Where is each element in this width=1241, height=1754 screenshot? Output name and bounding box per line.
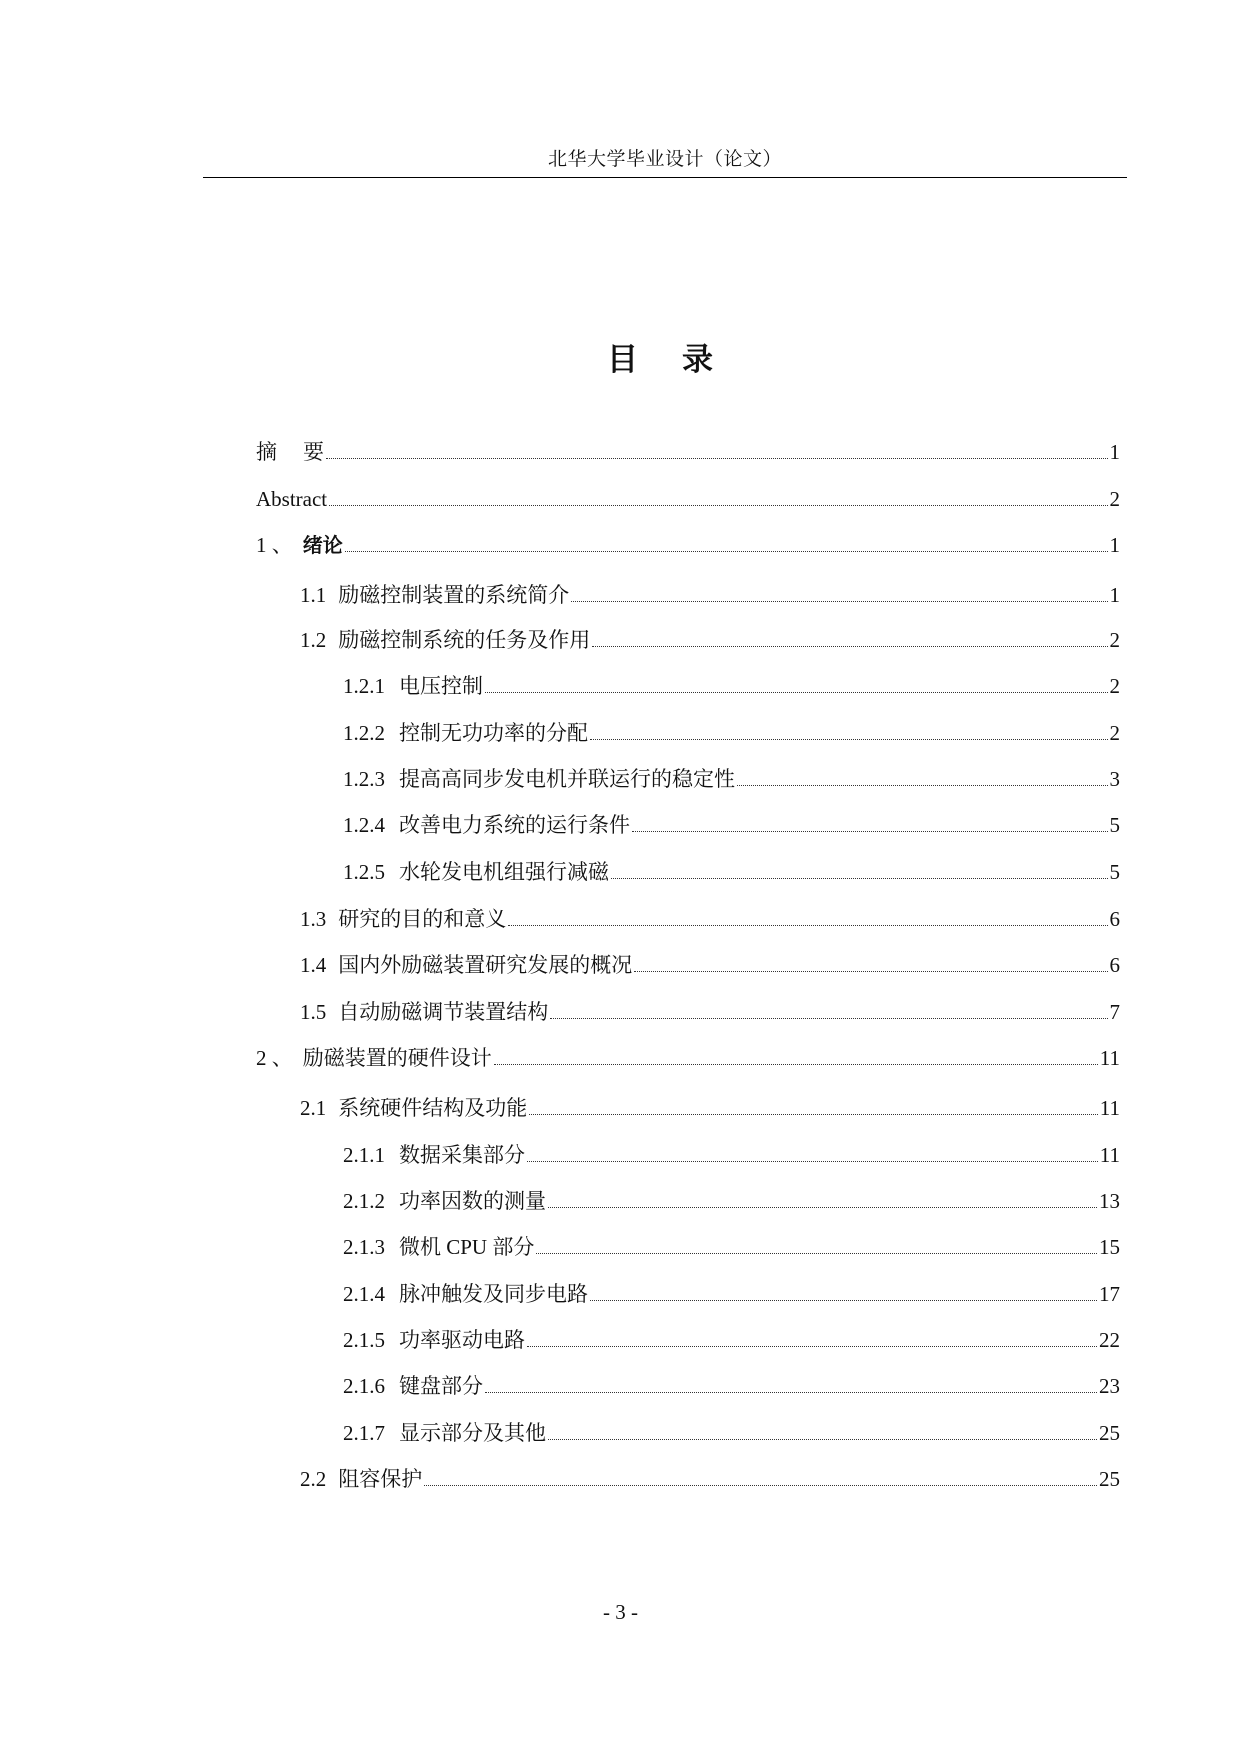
toc-entry[interactable] xyxy=(300,950,1120,980)
toc-entry-number: 2.1 xyxy=(300,1096,327,1120)
toc-entry[interactable] xyxy=(256,530,1120,560)
toc-entry-page-number: 17 xyxy=(1099,1282,1120,1306)
toc-entry-title: Abstract xyxy=(256,487,328,511)
toc-entry-page-number: 25 xyxy=(1099,1421,1120,1445)
toc-entry-page-number: 23 xyxy=(1099,1374,1120,1398)
toc-entry[interactable] xyxy=(256,1043,1120,1073)
toc-entry-page-number: 15 xyxy=(1099,1235,1120,1259)
toc-entry-title: 阻容保护 xyxy=(338,1467,423,1491)
toc-entry-number: 2.2 xyxy=(300,1467,327,1491)
toc-entry-number: 2.1.6 xyxy=(343,1374,385,1398)
toc-entry-title: 励磁控制装置的系统简介 xyxy=(338,583,570,607)
toc-entry-title: 系统硬件结构及功能 xyxy=(338,1096,528,1120)
toc-dot-leader xyxy=(536,1253,1097,1254)
toc-entry-title: 提高高同步发电机并联运行的稳定性 xyxy=(399,767,735,791)
toc-entry-number: 1.2.5 xyxy=(343,860,385,884)
toc-entry-number: 1.2 xyxy=(300,628,327,652)
toc-entry-title: 摘要 xyxy=(256,440,350,464)
toc-dot-leader xyxy=(345,551,1108,552)
toc-entry-title: 励磁装置的硬件设计 xyxy=(302,1046,492,1070)
toc-entry[interactable] xyxy=(343,857,1120,887)
toc-entry-page-number: 1 xyxy=(1109,533,1120,557)
toc-dot-leader xyxy=(634,971,1107,972)
toc-entry[interactable] xyxy=(343,810,1120,840)
running-header-title: 北华大学毕业设计（论文） xyxy=(547,149,782,170)
toc-entry[interactable] xyxy=(343,1232,1120,1262)
toc-dot-leader xyxy=(550,1018,1107,1019)
toc-entry[interactable] xyxy=(300,1093,1120,1123)
toc-entry-number: 2.1.4 xyxy=(343,1282,385,1306)
toc-dot-leader xyxy=(527,1346,1097,1347)
toc-dot-leader xyxy=(611,878,1108,879)
toc-entry-page-number: 7 xyxy=(1109,1000,1120,1024)
toc-entry[interactable] xyxy=(343,1279,1120,1309)
toc-entry[interactable] xyxy=(343,718,1120,748)
toc-entry[interactable] xyxy=(256,437,1120,467)
toc-entry-title: 功率因数的测量 xyxy=(399,1189,546,1213)
toc-entry-page-number: 5 xyxy=(1109,860,1120,884)
toc-entry[interactable] xyxy=(343,671,1120,701)
toc-entry-page-number: 1 xyxy=(1109,440,1120,464)
toc-dot-leader xyxy=(326,458,1108,459)
toc-dot-leader xyxy=(494,1064,1098,1065)
toc-entry-title: 电压控制 xyxy=(399,674,483,698)
toc-entry-title: 键盘部分 xyxy=(399,1374,483,1398)
toc-entry[interactable] xyxy=(343,1325,1120,1355)
toc-dot-leader xyxy=(508,925,1107,926)
toc-entry-number: 1.4 xyxy=(300,953,327,977)
toc-entry-number: 1.5 xyxy=(300,1000,327,1024)
toc-entry-page-number: 11 xyxy=(1099,1046,1120,1070)
toc-entry-title: 国内外励磁装置研究发展的概况 xyxy=(338,953,633,977)
toc-entry-number: 2.1.5 xyxy=(343,1328,385,1352)
toc-entry-page-number: 13 xyxy=(1099,1189,1120,1213)
toc-entry-title: 数据采集部分 xyxy=(399,1143,525,1167)
toc-entry[interactable] xyxy=(343,1186,1120,1216)
toc-entry-number: 2.1.3 xyxy=(343,1235,385,1259)
toc-entry-page-number: 22 xyxy=(1099,1328,1120,1352)
toc-entry-number: 2.1.7 xyxy=(343,1421,385,1445)
toc-entry-number: 1.2.2 xyxy=(343,721,385,745)
toc-entry-page-number: 1 xyxy=(1109,583,1120,607)
toc-entry-title: 控制无功功率的分配 xyxy=(399,721,588,745)
toc-entry-number: 1.2.3 xyxy=(343,767,385,791)
toc-entry-page-number: 3 xyxy=(1109,767,1120,791)
toc-entry-page-number: 11 xyxy=(1099,1096,1120,1120)
toc-dot-leader xyxy=(548,1439,1097,1440)
toc-dot-leader xyxy=(548,1207,1097,1208)
toc-entry-number: 1 、 xyxy=(256,533,293,557)
toc-entry[interactable] xyxy=(343,1418,1120,1448)
toc-entry[interactable] xyxy=(256,484,1120,514)
toc-dot-leader xyxy=(485,692,1108,693)
toc-entry-page-number: 2 xyxy=(1109,487,1120,511)
toc-entry-page-number: 11 xyxy=(1099,1143,1120,1167)
toc-entry-number: 1.3 xyxy=(300,907,327,931)
page-number: - 3 - xyxy=(603,1600,638,1624)
toc-entry-title: 励磁控制系统的任务及作用 xyxy=(338,628,591,652)
toc-entry-page-number: 5 xyxy=(1109,813,1120,837)
toc-entry-title: 脉冲触发及同步电路 xyxy=(399,1282,588,1306)
toc-entry-number: 2.1.2 xyxy=(343,1189,385,1213)
toc-entry-number: 2.1.1 xyxy=(343,1143,385,1167)
toc-entry-number: 1.1 xyxy=(300,583,327,607)
toc-entry[interactable] xyxy=(300,904,1120,934)
toc-entry[interactable] xyxy=(343,1371,1120,1401)
toc-entry-title: 显示部分及其他 xyxy=(399,1421,546,1445)
toc-entry[interactable] xyxy=(343,1140,1120,1170)
toc-entry-title: 绪论 xyxy=(302,533,343,557)
toc-dot-leader xyxy=(571,601,1107,602)
toc-entry[interactable] xyxy=(300,580,1120,610)
toc-title: 目录 xyxy=(607,342,757,378)
toc-dot-leader xyxy=(329,505,1107,506)
toc-dot-leader xyxy=(529,1114,1098,1115)
toc-entry-page-number: 6 xyxy=(1109,953,1120,977)
toc-dot-leader xyxy=(632,831,1108,832)
toc-entry-page-number: 2 xyxy=(1109,674,1120,698)
toc-entry[interactable] xyxy=(300,625,1120,655)
toc-entry[interactable] xyxy=(300,997,1120,1027)
toc-entry-number: 1.2.1 xyxy=(343,674,385,698)
toc-dot-leader xyxy=(590,1300,1097,1301)
toc-dot-leader xyxy=(590,739,1108,740)
toc-dot-leader xyxy=(592,646,1107,647)
toc-entry-number: 2 、 xyxy=(256,1046,293,1070)
toc-entry-page-number: 6 xyxy=(1109,907,1120,931)
toc-entry-title: 微机 CPU 部分 xyxy=(399,1235,535,1259)
toc-entry[interactable] xyxy=(343,764,1120,794)
toc-entry-title: 改善电力系统的运行条件 xyxy=(399,813,630,837)
toc-dot-leader xyxy=(424,1485,1097,1486)
toc-entry-title: 水轮发电机组强行减磁 xyxy=(399,860,609,884)
toc-entry-title: 自动励磁调节装置结构 xyxy=(338,1000,549,1024)
toc-entry-number: 1.2.4 xyxy=(343,813,385,837)
toc-entry-page-number: 2 xyxy=(1109,628,1120,652)
toc-dot-leader xyxy=(737,785,1108,786)
toc-dot-leader xyxy=(527,1161,1098,1162)
toc-entry-title: 功率驱动电路 xyxy=(399,1328,525,1352)
toc-entry-page-number: 2 xyxy=(1109,721,1120,745)
toc-entry[interactable] xyxy=(300,1464,1120,1494)
toc-entry-page-number: 25 xyxy=(1099,1467,1120,1491)
toc-entry-title: 研究的目的和意义 xyxy=(338,907,507,931)
toc-dot-leader xyxy=(485,1392,1097,1393)
